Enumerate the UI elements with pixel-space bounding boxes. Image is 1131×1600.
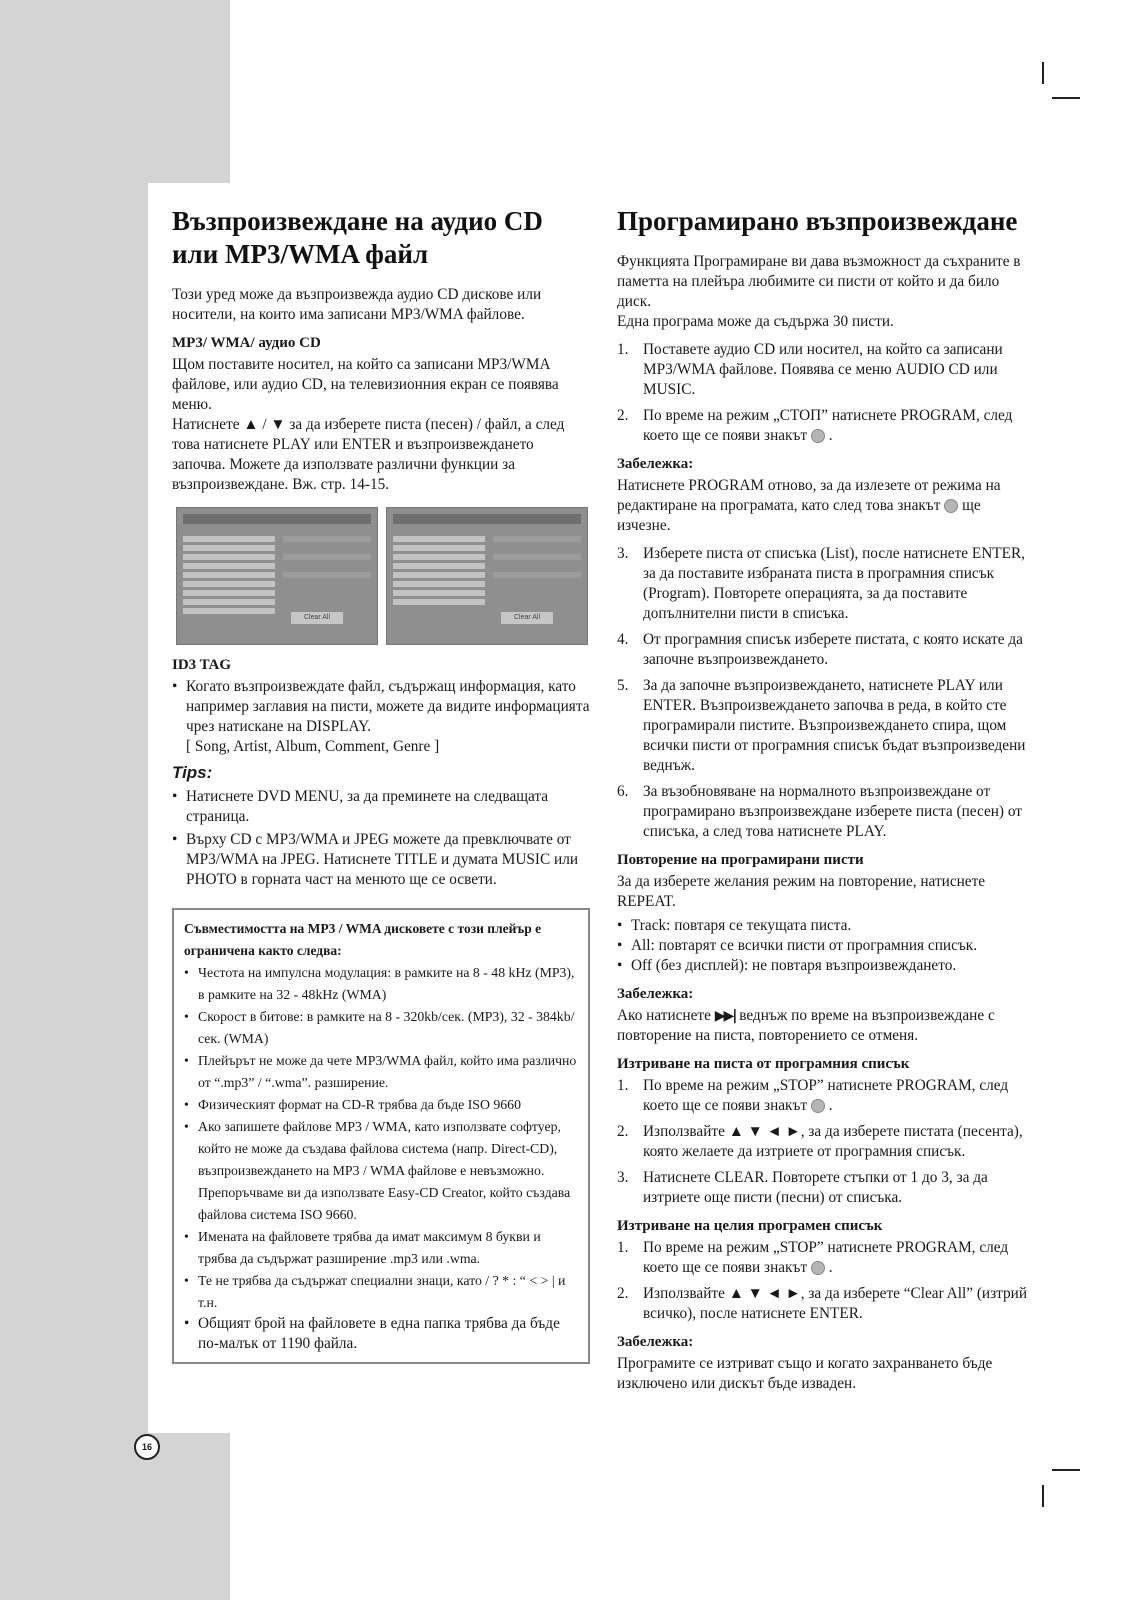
subheading-mp3-wma-cd: MP3/ WMA/ аудио CD (172, 335, 321, 351)
subheading-id3-tag: ID3 TAG (172, 657, 232, 673)
step-item: 2. Използвайте ▲ ▼ ◄ ►, за да изберете “Clear All” (изтрий всичко), после натиснете ENTER. (617, 1285, 1028, 1322)
repeat-item: • Track: повтаря се текущата писта. (617, 916, 1037, 936)
paragraph-menu: Щом поставите носител, на който са записани MP3/WMA файлове, или аудио CD, на телевизионния екран се появява меню. (172, 356, 559, 413)
tips-list (172, 787, 590, 890)
step-item: 3. Натиснете CLEAR. Повторете стъпки от 1 до 3, за да изтриете още писти (песни) от списъка. (617, 1169, 988, 1206)
section-title-program-playback: Програмирано възпроизвеждане (617, 206, 1018, 236)
crop-mark-bottom-horizontal (1052, 1469, 1080, 1471)
tip-item: • Върху CD с MP3/WMA и JPEG можете да превключвате от MP3/WMA на JPEG. Натиснете TITLE и думата MUSIC или PHOTO в горната част на менюто ще се освети. (172, 830, 590, 890)
compatibility-item: • Плейърът не може да чете MP3/WMA файл, който има различно от “.mp3” / “.wma”. разширение. (184, 1050, 578, 1094)
compatibility-box (172, 908, 590, 1364)
delete-all-steps (617, 1238, 1037, 1324)
crop-mark-top-horizontal (1052, 97, 1080, 99)
screenshots (176, 507, 590, 645)
subheading-repeat: Повторение на програмирани писти (617, 852, 864, 868)
subheading-delete-track: Изтриване на писта от програмния списък (617, 1056, 910, 1072)
step-item: 4. От програмния списък изберете пистата, с която искате да започне възпроизвеждането. (617, 631, 1023, 668)
program-mark-icon (811, 1261, 825, 1275)
note-text: Ако натиснете ▶▶| веднъж по време на възпроизвеждане с повторение на писта, повторението се отменя. (617, 1007, 995, 1044)
clear-all-button-image: Clear All (291, 612, 343, 624)
compatibility-list (184, 962, 578, 1354)
program-limit: Една програма може да съдържа 30 писти. (617, 313, 894, 330)
note-heading: Забележка: (617, 456, 694, 472)
program-mark-icon (811, 1099, 825, 1113)
compatibility-item: • Общият брой на файловете в една папка трябва да бъде по-малък от 1190 файла. (184, 1314, 578, 1354)
note-text: Програмите се изтриват също и когато захранването бъде изключено или дискът бъде изваден. (617, 1355, 993, 1392)
compatibility-item: • Имената на файловете трябва да имат максимум 8 букви и трябва да съдържат разширение .mp3 или .wma. (184, 1226, 578, 1270)
compatibility-item: • Ако запишете файлове MP3 / WMA, като използвате софтуер, който не може да създава файлова система (напр. Direct-CD), възпроизвеждането на MP3 / WMA файлове е невъзможно. Препоръчваме ви да използвате Easy-CD Creator, който създава файлова система ISO 9660. (184, 1116, 578, 1226)
step-item: 1. По време на режим „STOP” натиснете PROGRAM, след което ще се появи знакът . (617, 1077, 1009, 1114)
program-steps-b (617, 544, 1037, 842)
compatibility-box-title: Съвместимостта на MP3 / WMA дисковете с този плейър е ограничена както следва: (184, 921, 542, 958)
step-item: 6. За възобновяване на нормалното възпроизвеждане от програмирано възпроизвеждане изберете писта (песен) от списъка, а след това натиснете PLAY. (617, 783, 1022, 840)
screenshot-audio-cd-menu (176, 507, 378, 645)
compatibility-item: • Честота на импулсна модулация: в рамките на 8 - 48 kHz (MP3), в рамките на 32 - 48kHz (WMA) (184, 962, 578, 1006)
step-item: 2. По време на режим „СТОП” натиснете PROGRAM, след което ще се появи знакът . (617, 407, 1013, 444)
step-item: 3. Изберете писта от списъка (List), после натиснете ENTER, за да поставите избраната писта в програмния списък (Program). Повторете операцията, за да поставите допълнителни писти в списъка. (617, 545, 1025, 622)
paragraph-select: Натиснете ▲ / ▼ за да изберете писта (песен) / файл, а след това натиснете PLAY или ENTER и възпроизвеждането започва. Можете да използвате различни функции за възпроизвеждане. Вж. стр. 14-15. (172, 416, 565, 493)
skip-next-icon: ▶▶| (714, 1008, 736, 1024)
program-intro: Функцията Програмиране ви дава възможност да съхраните в паметта на плейъра любимите си писти от който и да било диск. (617, 253, 1021, 310)
step-item: 2. Използвайте ▲ ▼ ◄ ►, за да изберете пистата (песента), която желаете да изтриете от програмния списък. (617, 1123, 1023, 1160)
crop-mark-top-vertical (1042, 62, 1044, 84)
id3-list (172, 677, 590, 757)
note-heading: Забележка: (617, 1334, 694, 1350)
note-heading: Забележка: (617, 986, 694, 1002)
step-item: 5. За да започне възпроизвеждането, натиснете PLAY или ENTER. Възпроизвеждането започва в реда, в който сте програмирали пистите. Възпроизвеждането спира, щом всички писти от програмния списък бъдат възпроизведени веднъж. (617, 677, 1026, 774)
program-mark-icon (944, 499, 958, 513)
compatibility-item: • Те не трябва да съдържат специални знаци, като / ? * : “ < > | и т.н. (184, 1270, 578, 1314)
right-column (617, 205, 1037, 1394)
tips-heading: Tips: (172, 763, 213, 782)
compatibility-item: • Скорост в битове: в рамките на 8 - 320kb/сек. (MP3), 32 - 384kb/сек. (WMA) (184, 1006, 578, 1050)
program-mark-icon (811, 429, 825, 443)
program-steps-a (617, 340, 1037, 446)
page-number: 16 (134, 1434, 160, 1460)
crop-mark-bottom-vertical (1042, 1485, 1044, 1507)
step-item: 1. По време на режим „STOP” натиснете PROGRAM, след което ще се появи знакът . (617, 1239, 1009, 1276)
repeat-text: За да изберете желания режим на повторение, натиснете REPEAT. (617, 873, 986, 910)
repeat-list (617, 916, 1037, 976)
screenshot-mp3-menu (386, 507, 588, 645)
tip-item: • Натиснете DVD MENU, за да преминете на следващата страница. (172, 787, 590, 827)
delete-steps (617, 1076, 1037, 1208)
repeat-item: • Off (без дисплей): не повтаря възпроизвеждането. (617, 956, 1037, 976)
repeat-item: • All: повтарят се всички писти от програмния списък. (617, 936, 1037, 956)
left-column (172, 205, 590, 1364)
id3-item: • Когато възпроизвеждате файл, съдържащ информация, като например заглавия на писти, можете да видите информацията чрез натискане на DISPLAY. [ Song, Artist, Album, Comment, Genre ] (172, 677, 590, 757)
subheading-delete-all: Изтриване на целия програмен списък (617, 1218, 883, 1234)
intro-text: Този уред може да възпроизвежда аудио CD дискове или носители, на които има записани MP3/WMA файлове. (172, 286, 542, 323)
note-text: Натиснете PROGRAM отново, за да излезете от режима на редактиране на програмата, като след това знакът ще изчезне. (617, 477, 1001, 534)
compatibility-item: • Физическият формат на CD-R трябва да бъде ISO 9660 (184, 1094, 578, 1116)
step-item: 1. Поставете аудио CD или носител, на който са записани MP3/WMA файлове. Появява се меню AUDIO CD или MUSIC. (617, 341, 1003, 398)
section-title-audio-cd: Възпроизвеждане на аудио CD или MP3/WMA файл (172, 206, 543, 269)
clear-all-button-image: Clear All (501, 612, 553, 624)
